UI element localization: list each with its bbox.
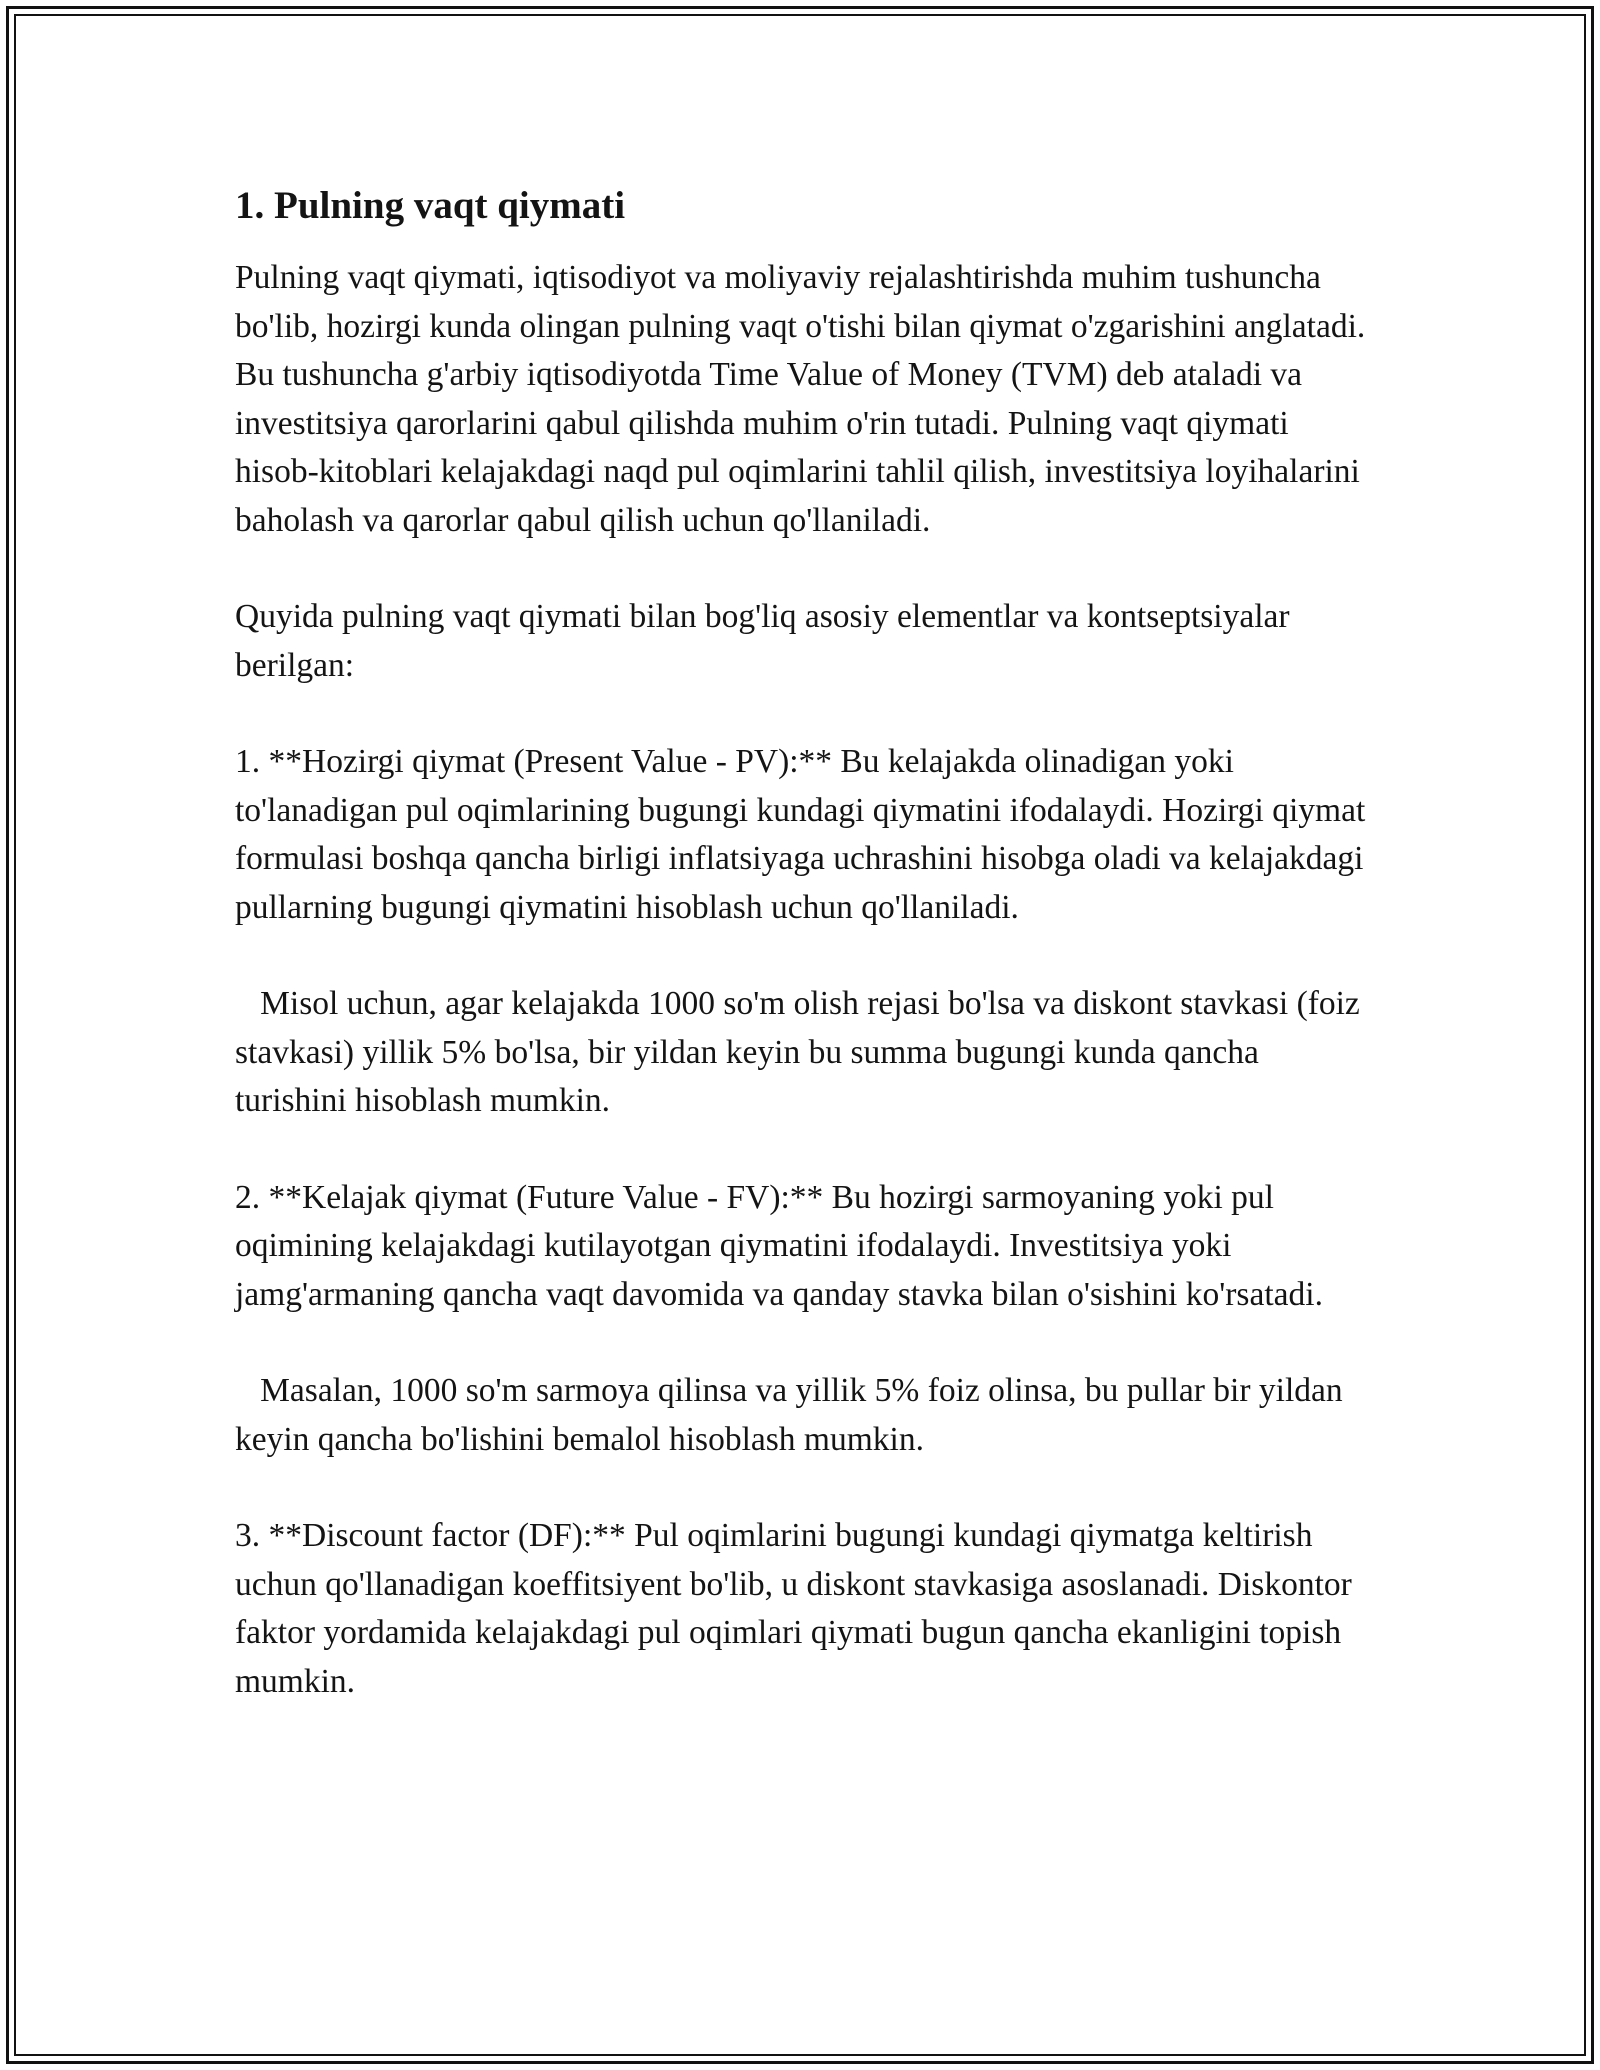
paragraph-discount-factor: 3. **Discount factor (DF):** Pul oqimlarini bugungi kundagi qiymatga keltirish uchun qo'llanadigan koeffitsiyent bo'lib, u diskont stavkasiga asoslanadi. Diskontor faktor yordamida kelajakdagi pul oqimlari qiymati bugun qancha ekanligini topish mumkin. xyxy=(235,1517,1361,1700)
paragraph-present-value-example: Misol uchun, agar kelajakda 1000 so'm olish rejasi bo'lsa va diskont stavkasi (foiz stavkasi) yillik 5% bo'lsa, bir yildan keyin bu summa bugungi kunda qancha turishini hisoblash mumkin. xyxy=(235,985,1369,1119)
paragraph-intro: Pulning vaqt qiymati, iqtisodiyot va moliyaviy rejalashtirishda muhim tushuncha bo'lib, hozirgi kunda olingan pulning vaqt o'tishi bilan qiymat o'zgarishini anglatadi. Bu tushuncha g'arbiy iqtisodiyotda Time Value of Money (TVM) deb ataladi va investitsiya qarorlarini qabul qilishda muhim o'rin tutadi. Pulning vaqt qiymati hisob-kitoblari kelajakdagi naqd pul oqimlarini tahlil qilish, investitsiya loyihalarini baholash va qarorlar qabul qilish uchun qo'llaniladi. xyxy=(235,259,1374,539)
paragraph-future-value-example: Masalan, 1000 so'm sarmoya qilinsa va yillik 5% foiz olinsa, bu pullar bir yildan keyin qancha bo'lishini bemalol hisoblash mumkin. xyxy=(235,1372,1352,1458)
paragraph-elements-lead: Quyida pulning vaqt qiymati bilan bog'liq asosiy elementlar va kontseptsiyalar berilgan: xyxy=(235,598,1298,684)
paragraph-present-value: 1. **Hozirgi qiymat (Present Value - PV):** Bu kelajakda olinadigan yoki to'lanadigan pul oqimlarining bugungi kundagi qiymatini ifodalaydi. Hozirgi qiymat formulasi boshqa qancha birligi inflatsiyaga uchrashini hisobga oladi va kelajakdagi pullarning bugungi qiymatini hisoblash uchun qo'llaniladi. xyxy=(235,743,1374,926)
section-heading: 1. Pulning vaqt qiymati xyxy=(235,184,626,227)
document-body xyxy=(235,180,1375,1754)
paragraph-future-value: 2. **Kelajak qiymat (Future Value - FV):** Bu hozirgi sarmoyaning yoki pul oqimining kelajakdagi kutilayotgan qiymatini ifodalaydi. Investitsiya yoki jamg'armaning qancha vaqt davomida va qanday stavka bilan o'sishini ko'rsatadi. xyxy=(235,1178,1323,1313)
